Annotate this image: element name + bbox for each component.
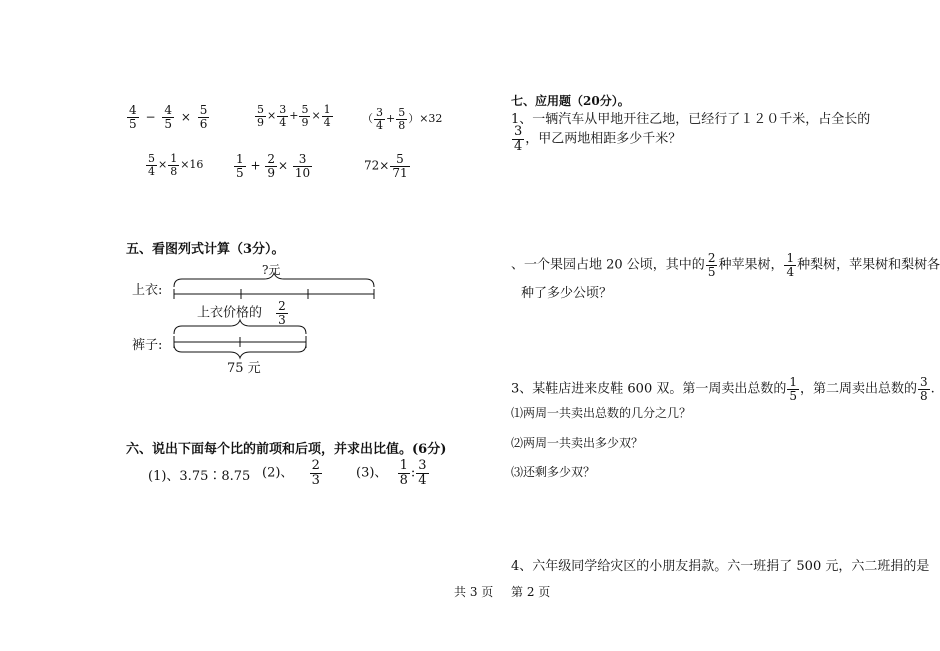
question-2-line-2: 种了多少公顷？ bbox=[521, 286, 613, 301]
exercise-6: 72× $\frac{5}{71}$ bbox=[364, 152, 408, 180]
question-3-sub-2: ⑵两周一共卖出多少双？ bbox=[511, 436, 644, 450]
fraction: $\frac{5}{9}$ bbox=[257, 103, 264, 129]
shirt-label: 上衣: bbox=[132, 283, 163, 298]
fraction: $\frac{3}{8}$ bbox=[920, 375, 928, 403]
fraction: $\frac{2}{5}$ bbox=[707, 251, 716, 279]
fraction: $\frac{4}{5}$ bbox=[129, 103, 137, 131]
question-1-line-1: 1、一辆汽车从甲地开往乙地，已经行了１２０千米，占全长的 bbox=[511, 112, 871, 127]
fraction: $\frac{1}{5}$ bbox=[236, 152, 244, 180]
fraction: $\frac{3}{4}$ bbox=[514, 124, 523, 154]
section-5-title: 五、看图列式计算（3分）。 bbox=[126, 242, 285, 257]
exercise-1: $\frac{4}{5}$ − $\frac{4}{5}$ × $\frac{5}{6}$ bbox=[129, 103, 208, 131]
fraction: $\frac{3}{10}$ bbox=[294, 152, 311, 180]
ratio-item-1: (1)、3.75∶8.75 bbox=[148, 469, 251, 484]
fraction: $\frac{4}{5}$ bbox=[164, 103, 172, 131]
fraction: $\frac{5}{4}$ bbox=[148, 152, 155, 178]
fraction: $\frac{3}{4}$ bbox=[418, 458, 427, 488]
section-6-title: 六、说出下面每个比的前项和后项，并求出比值。(6分) bbox=[126, 442, 447, 457]
fraction: $\frac{1}{4}$ bbox=[323, 103, 331, 129]
question-3-sub-3: ⑶还剩多少双？ bbox=[511, 465, 596, 479]
question-2-line-1: 、一个果园占地 20 公顷，其中的 $\frac{2}{5}$ 种苹果树， $\frac{1}{4}$ 种梨树，苹果树和梨树各 bbox=[511, 251, 940, 279]
fraction: $\frac{3}{4}$ bbox=[279, 103, 287, 129]
fraction: $\frac{1}{8}$ bbox=[399, 458, 408, 488]
question-1-line-2: $\frac{3}{4}$ ，甲乙两地相距多少千米？ bbox=[514, 124, 682, 154]
exercise-3: （ $\frac{3}{4}$ + $\frac{5}{8}$ ）×32 bbox=[362, 106, 443, 132]
question-4-line-1: 4、六年级同学给灾区的小朋友捐款。六一班捐了 500 元，六二班捐的是 bbox=[511, 559, 930, 574]
fraction: $\frac{2}{3}$ bbox=[311, 458, 320, 488]
question-3-sub-1: ⑴两周一共卖出总数的几分之几？ bbox=[511, 406, 692, 420]
ratio-item-3: (3)、 $\frac{1}{8}$ : $\frac{3}{4}$ bbox=[356, 458, 427, 488]
fraction: $\frac{5}{8}$ bbox=[398, 106, 406, 132]
fraction: $\frac{5}{71}$ bbox=[392, 152, 408, 180]
fraction: $\frac{5}{9}$ bbox=[301, 103, 309, 129]
fraction: $\frac{3}{4}$ bbox=[376, 106, 383, 132]
exercise-5: $\frac{1}{5}$ + $\frac{2}{9}$ × $\frac{3}{10}$ bbox=[236, 152, 311, 180]
exercise-4: $\frac{5}{4}$ × $\frac{1}{8}$ ×16 bbox=[148, 152, 204, 178]
fraction: $\frac{2}{9}$ bbox=[267, 152, 275, 180]
pants-label: 裤子: bbox=[132, 338, 163, 353]
bottom-label: 75 元 bbox=[227, 361, 261, 376]
question-3-line-1: 3、某鞋店进来皮鞋 600 双。第一周卖出总数的 $\frac{1}{5}$ ，第二周卖出总数的 $\frac{3}{8}$ . bbox=[511, 375, 935, 403]
ratio-label: 上衣价格的 $\frac{2}{3}$ bbox=[197, 299, 286, 327]
exercise-2: $\frac{5}{9}$ × $\frac{3}{4}$ + $\frac{5}{9}$ × $\frac{1}{4}$ bbox=[257, 103, 331, 129]
section-7-title: 七、应用题（20分）。 bbox=[511, 94, 630, 108]
top-label: ?元 bbox=[262, 263, 281, 277]
fraction: $\frac{5}{6}$ bbox=[199, 103, 208, 131]
fraction: $\frac{1}{4}$ bbox=[786, 251, 795, 279]
top-brace bbox=[174, 273, 374, 287]
fraction: $\frac{1}{5}$ bbox=[789, 375, 797, 403]
page-number: 第 2 页 bbox=[511, 585, 551, 599]
fraction: $\frac{2}{3}$ bbox=[278, 299, 286, 327]
ratio-item-2: (2)、 $\frac{2}{3}$ bbox=[262, 458, 320, 488]
page-total: 共 3 页 bbox=[454, 585, 494, 599]
fraction: $\frac{1}{8}$ bbox=[170, 152, 178, 178]
